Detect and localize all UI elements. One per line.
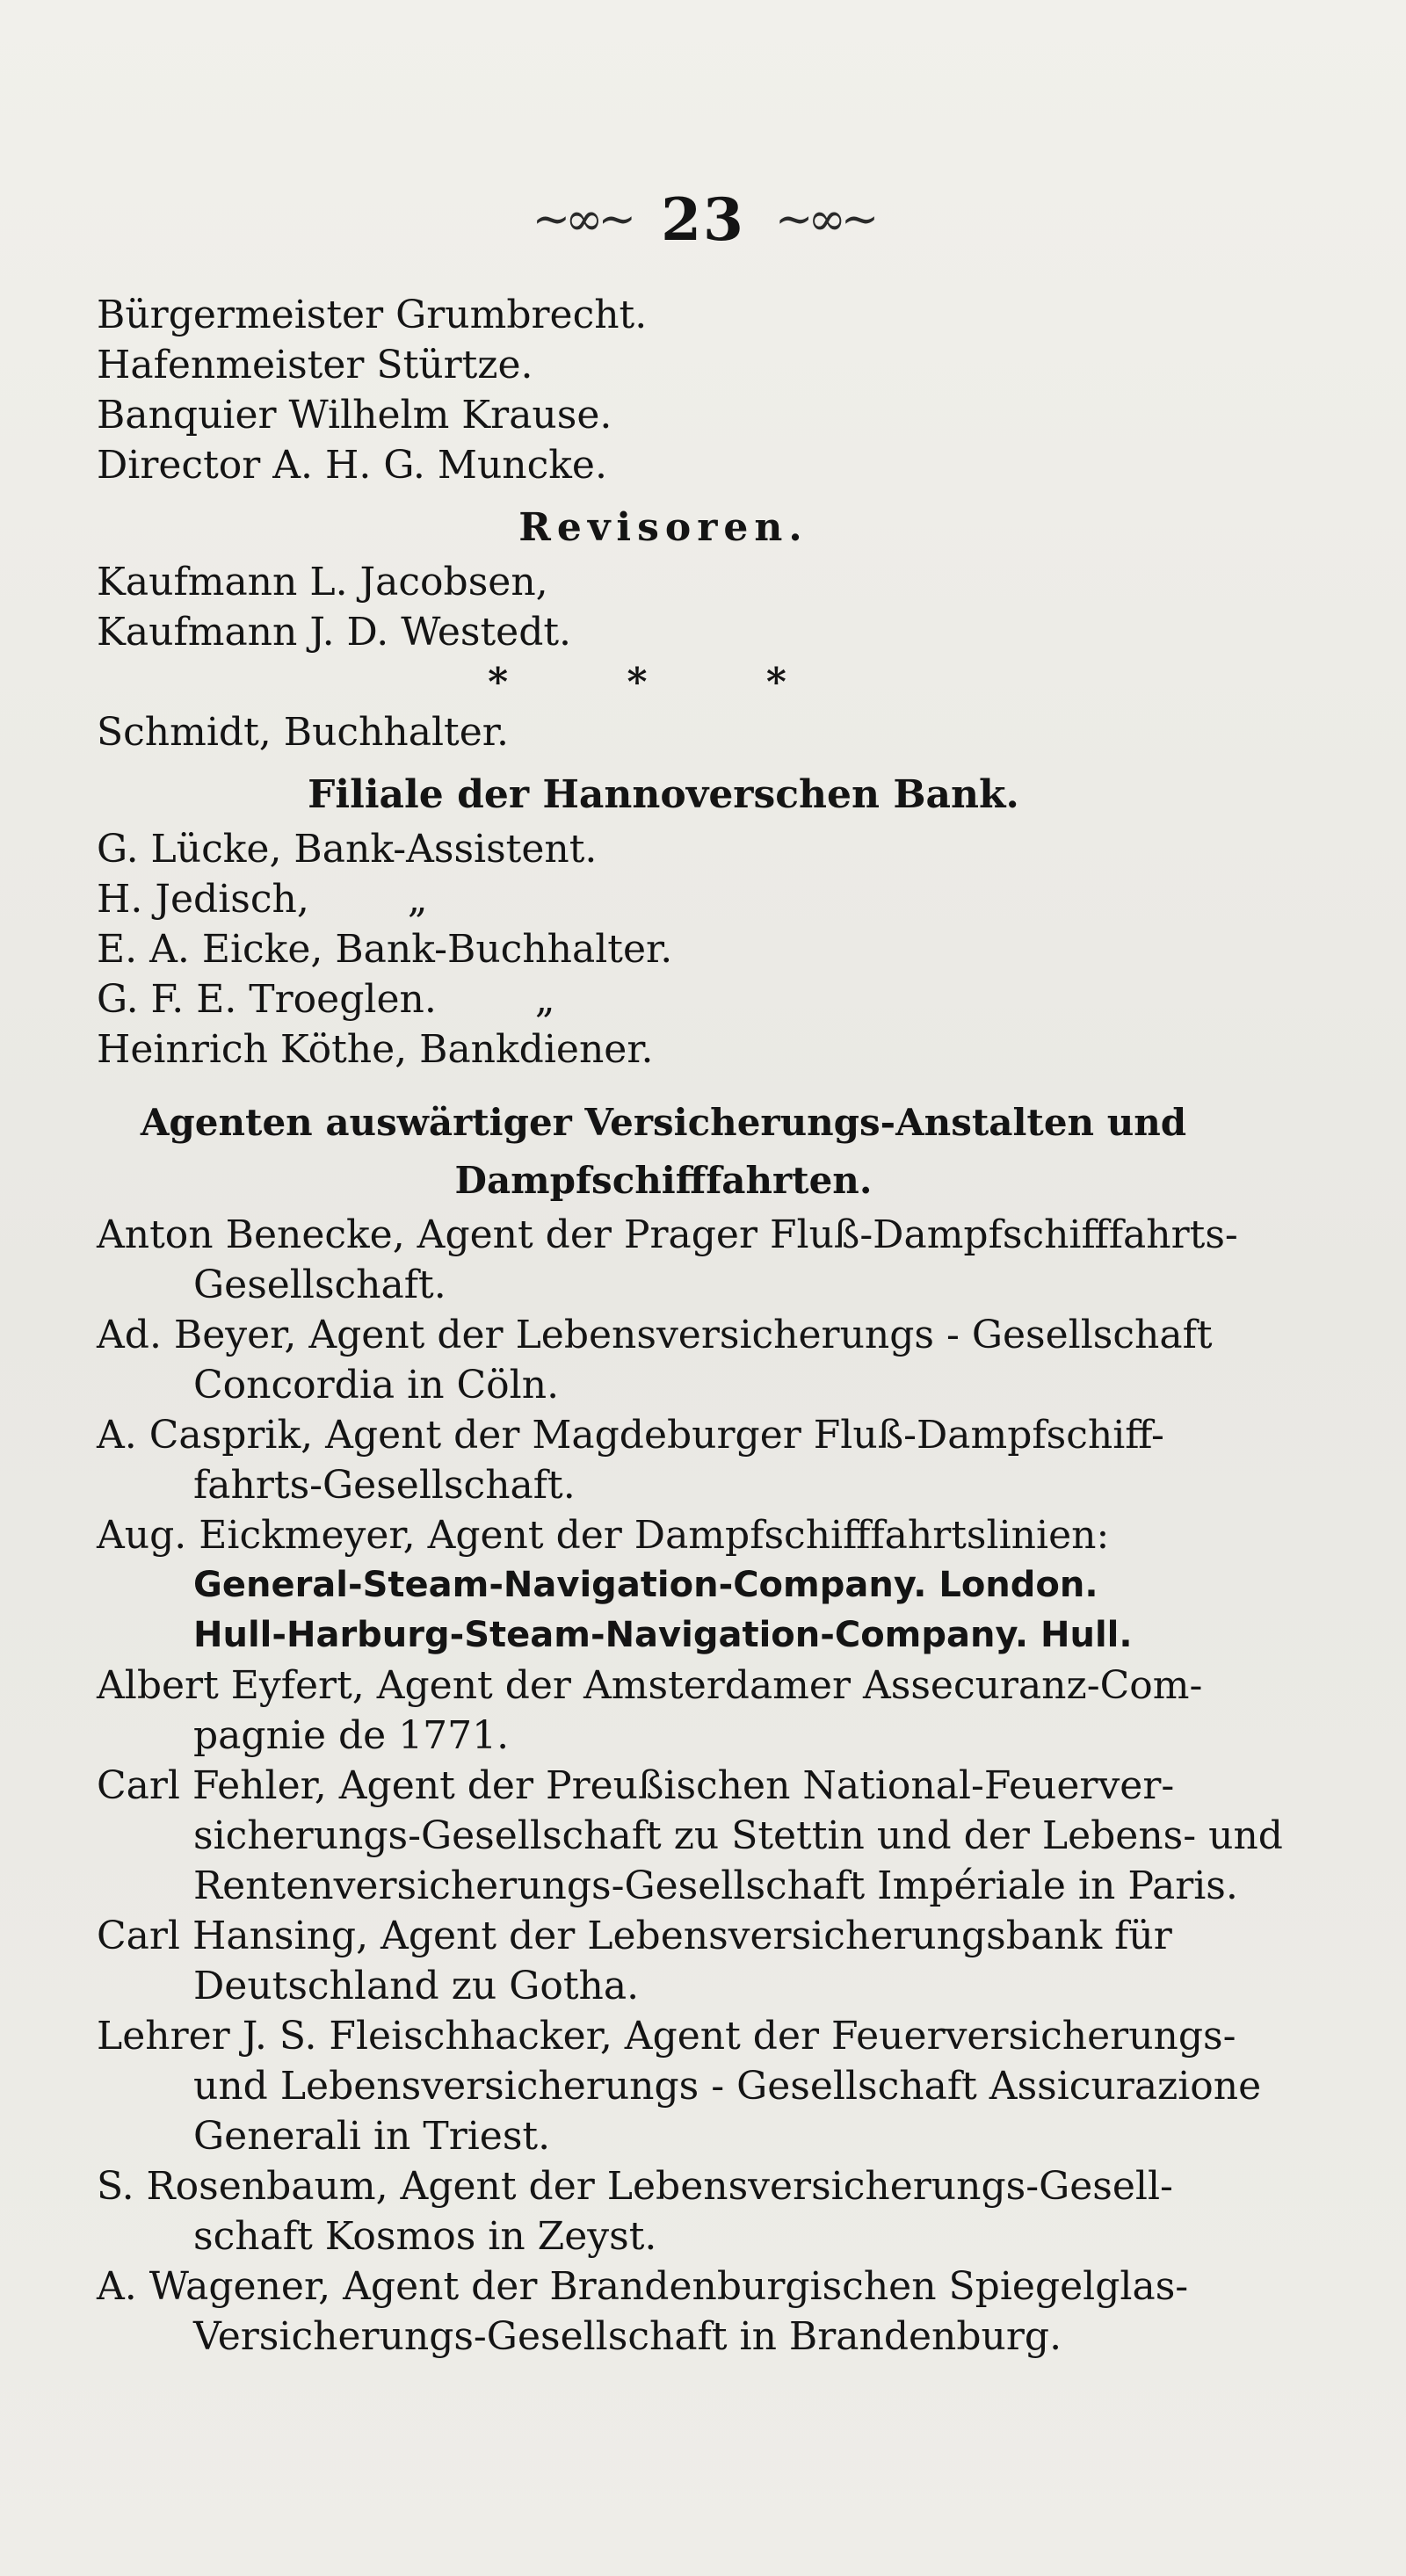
list-item: Bürgermeister Grumbrecht. [97, 293, 648, 337]
agent-entry-line: Albert Eyfert, Agent der Amsterdamer Assecuranz-Com- [97, 1663, 1203, 1708]
list-item: Banquier Wilhelm Krause. [97, 393, 612, 438]
agent-entry-line: S. Rosenbaum, Agent der Lebensversicherungs-Gesell- [97, 2164, 1173, 2209]
list-item: Director A. H. G. Muncke. [97, 443, 607, 488]
list-item: E. A. Eicke, Bank-Buchhalter. [97, 927, 673, 972]
revisoren-heading: Revisoren. [518, 505, 808, 550]
list-item: G. Lücke, Bank-Assistent. [97, 827, 598, 872]
agent-entry-line: und Lebensversicherungs - Gesellschaft Assicurazione [193, 2064, 1262, 2109]
agent-entry-line: Rentenversicherungs-Gesellschaft Impériale in Paris. [193, 1863, 1238, 1908]
agent-entry-line: Lehrer J. S. Fleischhacker, Agent der Feuerversicherungs- [97, 2014, 1236, 2059]
agents-heading-line2: Dampfschifffahrten. [454, 1159, 873, 1202]
agent-entry-line: General-Steam-Navigation-Company. London. [193, 1565, 1098, 1605]
directors-list [97, 290, 1230, 490]
agent-entry-line: A. Wagener, Agent der Brandenburgischen Spiegelglas- [97, 2264, 1189, 2309]
page-header [0, 180, 1406, 259]
agent-entry-line: Deutschland zu Gotha. [193, 1964, 640, 2008]
list-item: Kaufmann L. Jacobsen, [97, 560, 548, 604]
bookkeeper-line: Schmidt, Buchhalter. [97, 710, 509, 755]
agent-entry-line: Ad. Beyer, Agent der Lebensversicherungs - Gesellschaft [97, 1313, 1213, 1357]
agent-entry-line: Carl Fehler, Agent der Preußischen National-Feuerver- [97, 1763, 1175, 1808]
ornament-right-icon: ~∞~ [774, 193, 874, 246]
agents-heading-line1: Agenten auswärtiger Versicherungs-Anstalten und [140, 1101, 1187, 1144]
agent-entry-line: pagnie de 1771. [193, 1713, 510, 1758]
agent-entry-line: Concordia in Cöln. [193, 1363, 560, 1407]
agent-entry-line: sicherungs-Gesellschaft zu Stettin und der Lebens- und [193, 1813, 1283, 1858]
agents-list [97, 1210, 1283, 2362]
agent-entry-line: Gesellschaft. [193, 1263, 446, 1307]
agent-entry-line: Generali in Triest. [193, 2114, 551, 2159]
agent-entry-line: Aug. Eickmeyer, Agent der Dampfschifffahrtslinien: [97, 1513, 1110, 1558]
list-item: G. F. E. Troeglen. „ [97, 977, 555, 1022]
agent-entry-line: Anton Benecke, Agent der Prager Fluß-Dampfschifffahrts- [97, 1212, 1238, 1257]
list-item: Hafenmeister Stürtze. [97, 343, 533, 387]
list-item: H. Jedisch, „ [97, 877, 428, 922]
asterism: * * * [488, 660, 839, 705]
agent-entry-line: Versicherungs-Gesellschaft in Brandenburg. [193, 2314, 1062, 2359]
list-item: Heinrich Köthe, Bankdiener. [97, 1027, 654, 1072]
ornament-left-icon: ~∞~ [532, 193, 632, 246]
filiale-heading: Filiale der Hannoverschen Bank. [308, 772, 1019, 817]
agent-entry-line: A. Casprik, Agent der Magdeburger Fluß-Dampfschiff- [97, 1413, 1164, 1458]
page-body [97, 290, 1283, 2362]
agent-entry-line: fahrts-Gesellschaft. [193, 1463, 576, 1508]
filiale-list [97, 824, 1230, 1075]
revisoren-list [97, 557, 1230, 657]
agent-entry-line: schaft Kosmos in Zeyst. [193, 2214, 657, 2259]
agent-entry-line: Hull-Harburg-Steam-Navigation-Company. Hull. [193, 1615, 1133, 1655]
agent-entry-line: Carl Hansing, Agent der Lebensversicherungsbank für [97, 1914, 1172, 1958]
list-item: Kaufmann J. D. Westedt. [97, 610, 572, 655]
page-number: 23 [661, 185, 745, 254]
